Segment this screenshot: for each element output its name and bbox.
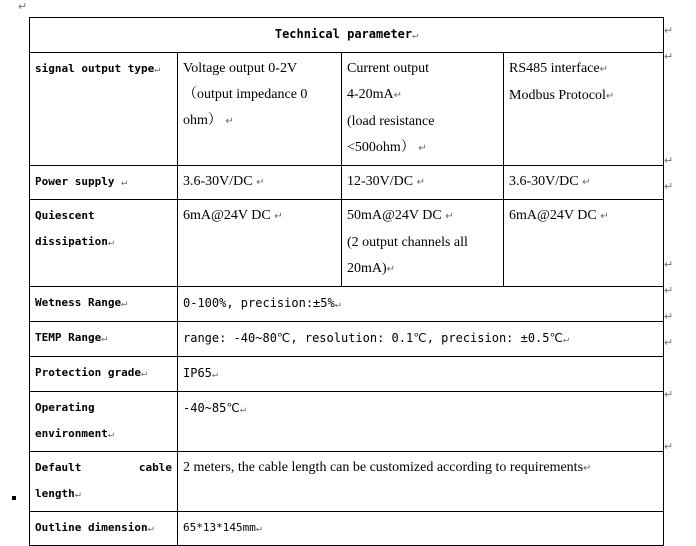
table-row-outline [30, 512, 664, 546]
operating-environment-value: -40~85℃↵ [178, 392, 664, 452]
power-supply-voltage-cell: 3.6-30V/DC ↵ [178, 166, 342, 200]
power-supply-label: Power supply ↵ [30, 166, 178, 200]
bullet-mark [12, 496, 16, 500]
quiescent-voltage-cell: 6mA@24V DC ↵ [178, 200, 342, 287]
temp-range-label: TEMP Range↵ [30, 322, 178, 357]
table-row-quiescent [30, 200, 664, 287]
quiescent-rs485-cell: 6mA@24V DC ↵ [504, 200, 664, 287]
default-cable-length-value: 2 meters, the cable length can be customized according to requirements↵ [178, 452, 664, 512]
row-end-mark: ↵ [664, 51, 674, 63]
row-end-mark: ↵ [664, 337, 674, 349]
table-title-text: Technical parameter [274, 27, 413, 41]
table-row-wetness [30, 287, 664, 322]
protection-grade-label: Protection grade↵ [30, 357, 178, 392]
table-row-temp [30, 322, 664, 357]
wetness-range-value: 0-100%, precision:±5%↵ [178, 287, 664, 322]
row-end-mark: ↵ [664, 155, 674, 167]
signal-rs485-cell: RS485 interface↵ Modbus Protocol↵ [504, 53, 664, 166]
power-supply-current-cell: 12-30V/DC ↵ [342, 166, 504, 200]
technical-parameter-table [29, 17, 664, 546]
protection-grade-value: IP65↵ [178, 357, 664, 392]
outline-dimension-value: 65*13*145mm↵ [178, 512, 664, 546]
row-end-mark: ↵ [664, 259, 674, 271]
table-title-row [30, 18, 664, 53]
quiescent-current-cell: 50mA@24V DC ↵ (2 output channels all 20mA)↵ [342, 200, 504, 287]
table-row-signal [30, 53, 664, 166]
row-end-mark: ↵ [664, 181, 674, 193]
signal-voltage-cell: Voltage output 0-2V （output impedance 0 ohm） ↵ [178, 53, 342, 166]
operating-environment-label: Operating environment↵ [30, 392, 178, 452]
table-row-power [30, 166, 664, 200]
wetness-range-label: Wetness Range↵ [30, 287, 178, 322]
table-title: Technical parameter↵ [30, 18, 664, 53]
table-row-cable [30, 452, 664, 512]
row-end-mark: ↵ [664, 389, 674, 401]
outline-dimension-label: Outline dimension↵ [30, 512, 178, 546]
row-end-mark: ↵ [664, 441, 674, 453]
temp-range-value: range: -40~80℃, resolution: 0.1℃, precision: ±0.5℃↵ [178, 322, 664, 357]
table-row-operating [30, 392, 664, 452]
default-cable-length-label: Default cable length↵ [30, 452, 178, 512]
table-row-protection [30, 357, 664, 392]
quiescent-dissipation-label: Quiescent dissipation↵ [30, 200, 178, 287]
row-end-mark: ↵ [664, 25, 674, 37]
paragraph-mark: ↵ [18, 1, 28, 13]
signal-current-cell: Current output 4-20mA↵ (load resistance <500ohm） ↵ [342, 53, 504, 166]
signal-output-type-label: signal output type↵ [30, 53, 178, 166]
row-end-mark: ↵ [664, 285, 674, 297]
power-supply-rs485-cell: 3.6-30V/DC ↵ [504, 166, 664, 200]
row-end-mark: ↵ [664, 311, 674, 323]
